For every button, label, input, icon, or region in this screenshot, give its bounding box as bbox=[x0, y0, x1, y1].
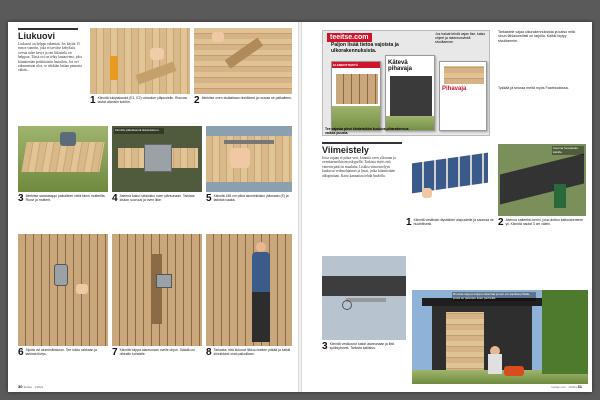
hand bbox=[230, 148, 250, 168]
board bbox=[135, 61, 176, 84]
gutter-bracket bbox=[342, 300, 352, 310]
photo-step-2 bbox=[194, 28, 292, 94]
worker-legs bbox=[252, 292, 270, 342]
photo-right-step-1 bbox=[406, 144, 494, 216]
caption-step-3: 3 Merkitse saranatappi paikalleen vielä kiinni mutterilla. Ruuvi ja mutterit. bbox=[18, 193, 106, 204]
photo-step-7 bbox=[112, 234, 202, 346]
shed-wall bbox=[206, 234, 292, 346]
photo-overlay-text-right: Asenna huopakate katolle. bbox=[552, 146, 584, 155]
lawnmower bbox=[504, 366, 524, 376]
magazine-cover-2: Kätevä pihavaja bbox=[385, 55, 435, 131]
hand bbox=[212, 32, 224, 42]
post bbox=[152, 254, 162, 324]
shed-image bbox=[444, 66, 484, 84]
magazine-cover-1: ELEMENTTEISTÄ bbox=[331, 61, 381, 131]
hand bbox=[422, 188, 432, 198]
caption-right-step-3: 3 Kiinnitä vesikourut katon alareunaan ja liitä syöksytorvet. Tarkista kallistus. bbox=[322, 341, 394, 352]
photo-overlay-text: Kiinnitä ylätukiseinä liukukiskoon. bbox=[114, 128, 164, 134]
board bbox=[225, 37, 264, 68]
photo-right-step-2 bbox=[498, 144, 586, 216]
rail-track bbox=[224, 140, 274, 144]
gutter-pipe bbox=[346, 298, 386, 302]
photo-step-3 bbox=[18, 126, 108, 192]
guide-bracket bbox=[156, 274, 172, 288]
photo-overlay-text-finished: Ruuvaa vaja ja helppo rakentaa ja sen voi sijoittaa pihalle, jossa se palvelee koko perhettä. bbox=[452, 292, 536, 301]
promo-side-text: Tarkastele vajaa ulkorakennuksista ja katso mitä sinun lähialueellasi on tarjolla. Kaikki löytyy sivuiltamme. bbox=[498, 30, 575, 43]
bushes bbox=[542, 290, 588, 374]
hand bbox=[150, 48, 164, 60]
promo-callout-1: Jos haluat tehdä vajan itse, katso ohjeet ja rakennusvinkit sivuiltamme. bbox=[435, 32, 486, 44]
photo-step-1 bbox=[90, 28, 190, 94]
caption-step-7: 7 Kiinnitä tolppa alareunaan ovelle ohjuri. Säädä ovi oikealle kohdalle. bbox=[112, 347, 195, 358]
shed-image bbox=[336, 74, 378, 104]
worker bbox=[554, 184, 566, 208]
photo-finished-shed bbox=[412, 290, 588, 384]
right-page bbox=[302, 22, 592, 392]
photo-step-8 bbox=[206, 234, 292, 346]
worker-arm bbox=[60, 132, 76, 146]
footer-right: teeitse.com · 1/2021 31 bbox=[551, 384, 582, 389]
door-panel bbox=[21, 142, 104, 172]
magazine-spread bbox=[8, 22, 592, 392]
caption-step-5: 5 Kiinnitä 185 cm pitkä alumiinikisko yläosaan (E) ja tarkista vaaka. bbox=[206, 193, 289, 204]
caption-step-6: 6 Sijoita ovi alumiinikiskoon. Tee lukko rahkaan ja tarkista tiiviys. bbox=[18, 347, 97, 358]
door-wheel bbox=[54, 264, 68, 286]
promo-box bbox=[322, 30, 490, 136]
worker-head bbox=[256, 242, 266, 252]
hand bbox=[76, 284, 88, 294]
photo-step-6 bbox=[18, 234, 108, 346]
intro-text: Liukuovi on helppo rakentaa. Jos käytät 15 mm:n vanerin, joka ei tarvitse kehyksiä, ovesta tulee kevyt ja sen liikuttelu on helppoa. Tässä ovi on tehty lautaovena, joka kiinnitetään poikittaisiin lautoihin. Jos ovi rakennetaan ulos, se tehdään lattian pinnasta vähän... bbox=[18, 42, 82, 73]
left-page bbox=[8, 22, 298, 392]
worker-shirt bbox=[252, 252, 270, 292]
caption-step-8: 8 Tarkasta, että liukuovi liikkuu kaiken pitkää ja kaikki kiinnikkeet ovat paikoillaan. bbox=[206, 347, 291, 358]
shed-door bbox=[446, 312, 484, 374]
caption-step-1: 1 Kiinnitä tukiylakaulot (E1, E2) oviaukon yläpuolelle. Ruuvaa lautat oikeisiin kohtiin. bbox=[90, 95, 187, 106]
intro-text-right: Jotta vajaan ei pääse vesi, kiinnitä oven yläosaan ja ovenkarmeihin myrskypellit. Tarkista myös että vanerin päät on maalattu. Lisäksi viimeistelyyn kuuluvat vedenohjaimet ja listat, jotka kiinnitetään ulkopintaan. Katto kannattaa tehdä huolella. bbox=[322, 156, 396, 178]
brand-logo: teeitse.com bbox=[327, 33, 372, 42]
footer-left: 30 Teeltse · 1/2021 bbox=[18, 384, 44, 389]
roof-edge bbox=[322, 276, 406, 296]
promo-callout-3: Tykkää ja seuraa meitä myös Facebookissa. bbox=[498, 86, 569, 90]
section-heading-viimeistely: Viimeistely bbox=[322, 142, 402, 155]
promo-title: Paljon lisää tietoa vajoista ja ulkorakennuksista. bbox=[331, 42, 399, 54]
roof-felt bbox=[500, 154, 584, 205]
photo-step-5 bbox=[206, 126, 292, 192]
glue-bottle bbox=[110, 56, 118, 80]
caption-right-step-1: 1 Kiinnitä vesilistat räystäiden alapuolelle ja saumaa ne huolellisesti. bbox=[406, 217, 494, 228]
photo-right-step-3 bbox=[322, 256, 406, 340]
magazine-cover-3: Pihavaja bbox=[439, 61, 487, 131]
caption-step-2: 2 Merkitse oven sisälaitaan rinnikkeet ja ruuvaa ne paikalleen. bbox=[194, 95, 292, 106]
roller-bracket bbox=[144, 144, 172, 172]
photo-step-4 bbox=[112, 126, 202, 192]
caption-right-step-2: 2 Asenna katteeksi kermi, joka ulottuu kattorakenteen yli. Kiinnitä naulat 3 cm välein. bbox=[498, 217, 584, 228]
caption-step-4: 4 Asenna kaksi rullalukko oven yläreunaan. Tarkista kiskon suoruus ja oven liike. bbox=[112, 193, 195, 204]
promo-callout-2: Tee vajasta pieni kiinteistöön kuuluva piharakennus vaikka puusta. bbox=[325, 127, 409, 135]
shed-image bbox=[390, 76, 432, 116]
section-heading-liukuovi: Liukuovi bbox=[18, 28, 78, 41]
person-body bbox=[488, 354, 502, 374]
